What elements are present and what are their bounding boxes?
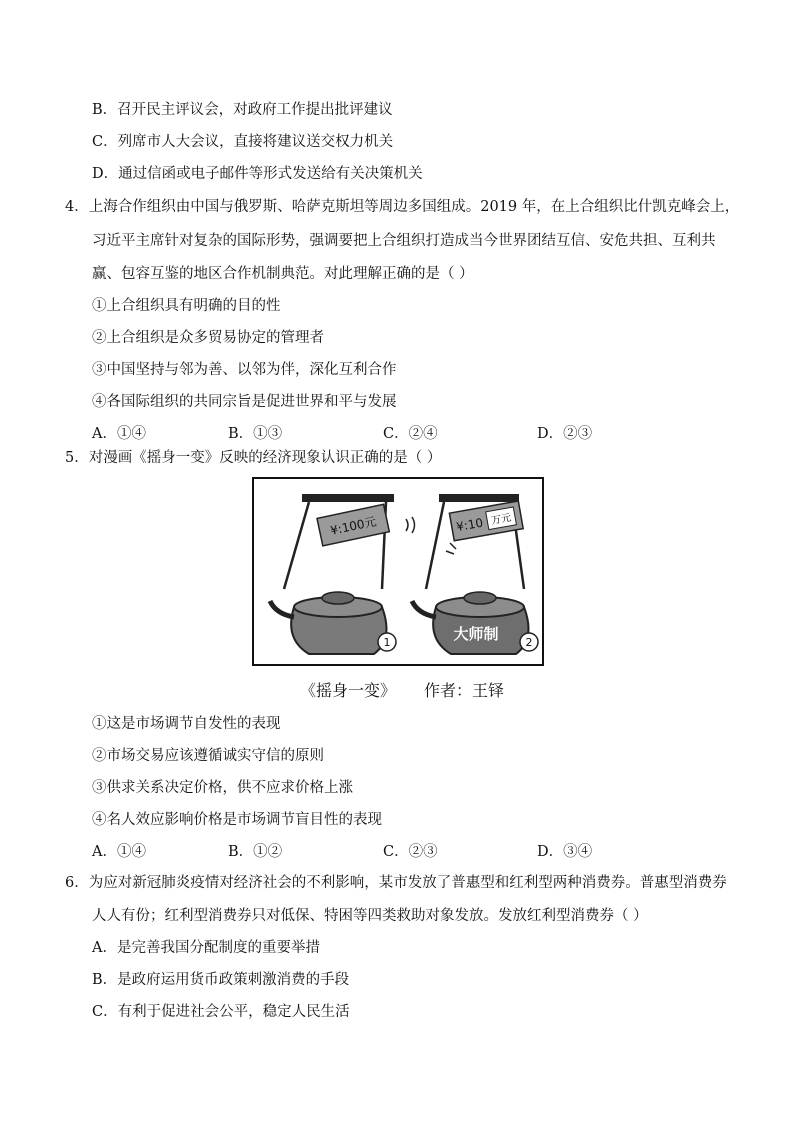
q4-choice-c: C．②④: [383, 426, 438, 442]
q5-choice-b: B．①②: [228, 844, 283, 860]
q6-option-a: A．是完善我国分配制度的重要举措: [92, 940, 320, 956]
pot1-left-string: [284, 502, 309, 589]
q4-statement-2: ②上合组织是众多贸易协定的管理者: [92, 330, 324, 346]
q4-choice-d: D．②③: [537, 426, 593, 442]
motion-mark-1: [406, 519, 408, 531]
pot2-price-stamp-text: 万元: [490, 512, 513, 527]
q3-option-c: C．列席市人大会议，直接将建议送交权力机关: [92, 134, 394, 150]
pot2-price-text: ¥:10: [455, 515, 485, 535]
q5-choice-d: D．③④: [537, 844, 593, 860]
pot2-badge-number: 2: [525, 636, 533, 649]
cartoon-author: 作者：王铎: [424, 681, 505, 700]
q4-choice-b: B．①③: [228, 426, 283, 442]
pot1-hanger-bar: [302, 494, 394, 502]
cartoon-caption: [300, 680, 504, 702]
q4-stem-line-3: 赢、包容互鉴的地区合作机制典范。对此理解正确的是（ ）: [92, 266, 474, 282]
q4-statement-1: ①上合组织具有明确的目的性: [92, 298, 281, 314]
pot2-left-string: [426, 502, 444, 589]
q4-stem-line-1: 4．上海合作组织由中国与俄罗斯、哈萨克斯坦等周边多国组成。2019 年，在上合组织比什凯克峰会上，: [65, 199, 740, 215]
q4-choice-a: A．①④: [92, 426, 146, 442]
pot2-sparkle-2: [446, 551, 454, 554]
pot1-badge-number: 1: [383, 636, 391, 649]
q5-statement-1: ①这是市场调节自发性的表现: [92, 716, 281, 732]
q5-statement-2: ②市场交易应该遵循诚实守信的原则: [92, 748, 324, 764]
q5-choice-c: C．②③: [383, 844, 438, 860]
pot1-lid: [322, 592, 354, 604]
q5-statement-4: ④名人效应影响价格是市场调节盲目性的表现: [92, 812, 382, 828]
q4-stem-line-2: 习近平主席针对复杂的国际形势，强调要把上合组织打造成当今世界团结互信、安危共担、互利共: [92, 233, 716, 249]
q6-stem-line-2: 人人有份；红利型消费券只对低保、特困等四类救助对象发放。发放红利型消费券（ ）: [92, 908, 648, 924]
pot1-price-tag: [317, 504, 389, 546]
pot2-hanger-bar: [439, 494, 519, 502]
pot1-spout: [270, 601, 294, 617]
pot2-maker-label: 大师制: [453, 625, 499, 643]
cartoon-figure: [252, 477, 544, 666]
q5-stem: 5．对漫画《摇身一变》反映的经济现象认识正确的是（ ）: [65, 450, 442, 466]
pot2-price-tag: [449, 501, 523, 541]
pot1-price-text: ¥:100元: [329, 514, 378, 538]
cartoon-illustration: [254, 479, 542, 664]
q6-option-b: B．是政府运用货币政策刺激消费的手段: [92, 972, 350, 988]
pot2-sparkle-1: [450, 543, 456, 549]
q6-stem-line-1: 6．为应对新冠肺炎疫情对经济社会的不利影响，某市发放了普惠型和红利型两种消费券。普惠型消费券: [65, 875, 727, 891]
cartoon-title: 《摇身一变》: [300, 681, 397, 700]
q3-option-b: B．召开民主评议会，对政府工作提出批评建议: [92, 102, 393, 118]
q5-statement-3: ③供求关系决定价格，供不应求价格上涨: [92, 780, 353, 796]
q3-option-d: D．通过信函或电子邮件等形式发送给有关决策机关: [92, 166, 423, 182]
q4-statement-4: ④各国际组织的共同宗旨是促进世界和平与发展: [92, 394, 397, 410]
q4-statement-3: ③中国坚持与邻为善、以邻为伴，深化互利合作: [92, 362, 397, 378]
motion-mark-2: [412, 517, 415, 533]
q5-choice-a: A．①④: [92, 844, 146, 860]
q6-option-c: C．有利于促进社会公平，稳定人民生活: [92, 1004, 350, 1020]
pot2-spout: [412, 601, 436, 617]
pot2-lid: [464, 592, 496, 604]
